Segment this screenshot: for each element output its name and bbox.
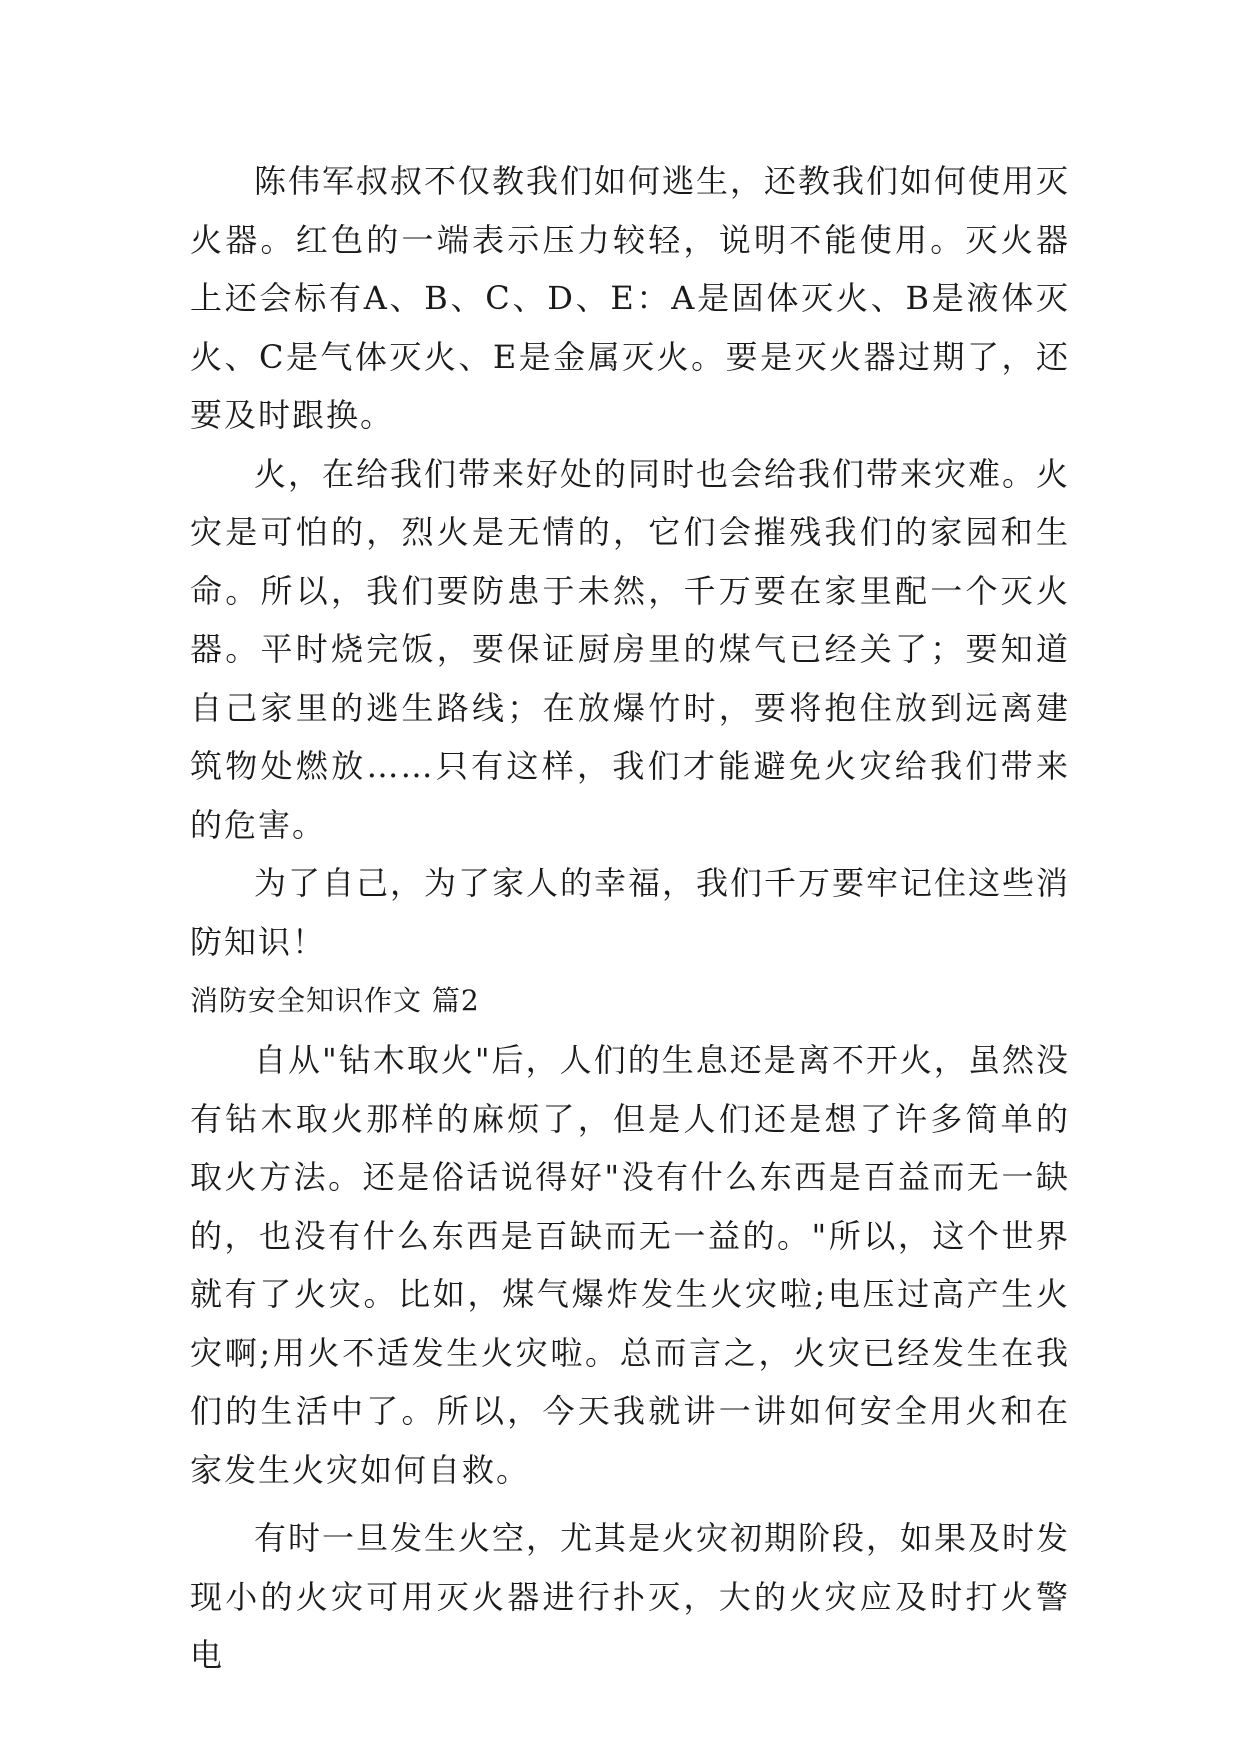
section-heading: 消防安全知识作文 篇2 bbox=[190, 984, 480, 1017]
document-page bbox=[190, 152, 1070, 1685]
paragraph-fire-dangers: 火，在给我们带来好处的同时也会给我们带来灾难。火灾是可怕的，烈火是无情的，它们会摧残我们的家园和生命。所以，我们要防患于未然，千万要在家里配一个灭火器。平时烧完饭，要保证厨房里的煤气已经关了；要知道自己家里的逃生路线；在放爆竹时，要将抱住放到远离建筑物处燃放……只有这样，我们才能避免火灾给我们带来的危害。 bbox=[190, 454, 1071, 844]
paragraph-conclusion: 为了自己，为了家人的幸福，我们千万要牢记住这些消防知识！ bbox=[190, 864, 1071, 961]
paragraph-fire-response: 有时一旦发生火空，尤其是火灾初期阶段，如果及时发现小的火灾可用灭火器进行扑灭，大的火灾应及时打火警电 bbox=[190, 1519, 1071, 1674]
paragraph-fire-history: 自从"钻木取火"后，人们的生息还是离不开火，虽然没有钻木取火那样的麻烦了，但是人们还是想了许多简单的取火方法。还是俗话说得好"没有什么东西是百益而无一缺的，也没有什么东西是百缺而无一益的。"所以，这个世界就有了火灾。比如，煤气爆炸发生火灾啦;电压过高产生火灾啊;用火不适发生火灾啦。总而言之，火灾已经发生在我们的生活中了。所以，今天我就讲一讲如何安全用火和在家发生火灾如何自救。 bbox=[190, 1041, 1070, 1489]
paragraph-fire-extinguisher: 陈伟军叔叔不仅教我们如何逃生，还教我们如何使用灭火器。红色的一端表示压力较轻，说明不能使用。灭火器上还会标有A、B、C、D、E：A是固体灭火、B是液体灭火、C是气体灭火、E是金属灭火。要是灭火器过期了，还要及时跟换。 bbox=[190, 162, 1071, 434]
